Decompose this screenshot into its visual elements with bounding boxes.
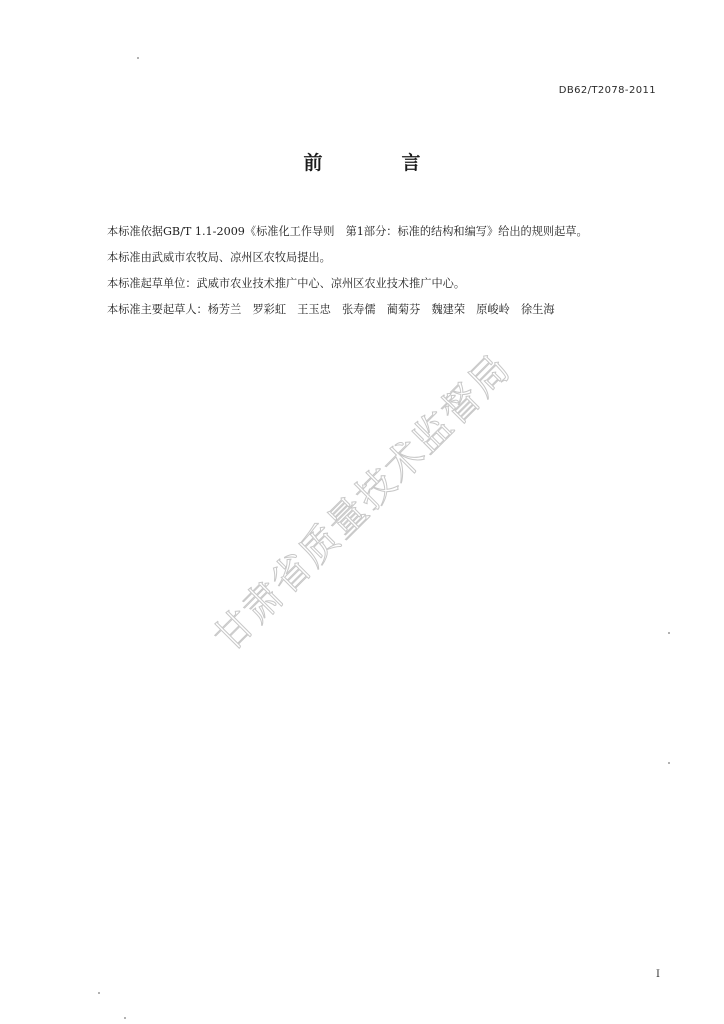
- foreword-body: [107, 219, 667, 323]
- scan-speck: [124, 1017, 126, 1019]
- scan-speck: [137, 57, 139, 59]
- paragraph-drafting-units: 本标准起草单位：武威市农业技术推广中心、凉州区农业技术推广中心。: [107, 277, 466, 290]
- paragraph-basis: 本标准依据GB/T 1.1-2009《标准化工作导则 第1部分：标准的结构和编写》给出的规则起草。: [107, 225, 588, 238]
- scan-speck: [98, 992, 100, 994]
- scan-speck: [668, 632, 670, 634]
- page-number: I: [656, 969, 660, 980]
- watermark: 甘肃省质量技术监督局: [205, 345, 520, 660]
- paragraph-proposer: 本标准由武威市农牧局、凉州区农牧局提出。: [107, 251, 331, 264]
- paragraph-drafters: 本标准主要起草人：杨芳兰 罗彩虹 王玉忠 张寿儒 蔺菊芬 魏建荣 原峻岭 徐生海: [107, 303, 555, 316]
- page-title: 前 言: [303, 152, 451, 174]
- scan-speck: [668, 762, 670, 764]
- standard-code: DB62/T2078-2011: [558, 85, 656, 96]
